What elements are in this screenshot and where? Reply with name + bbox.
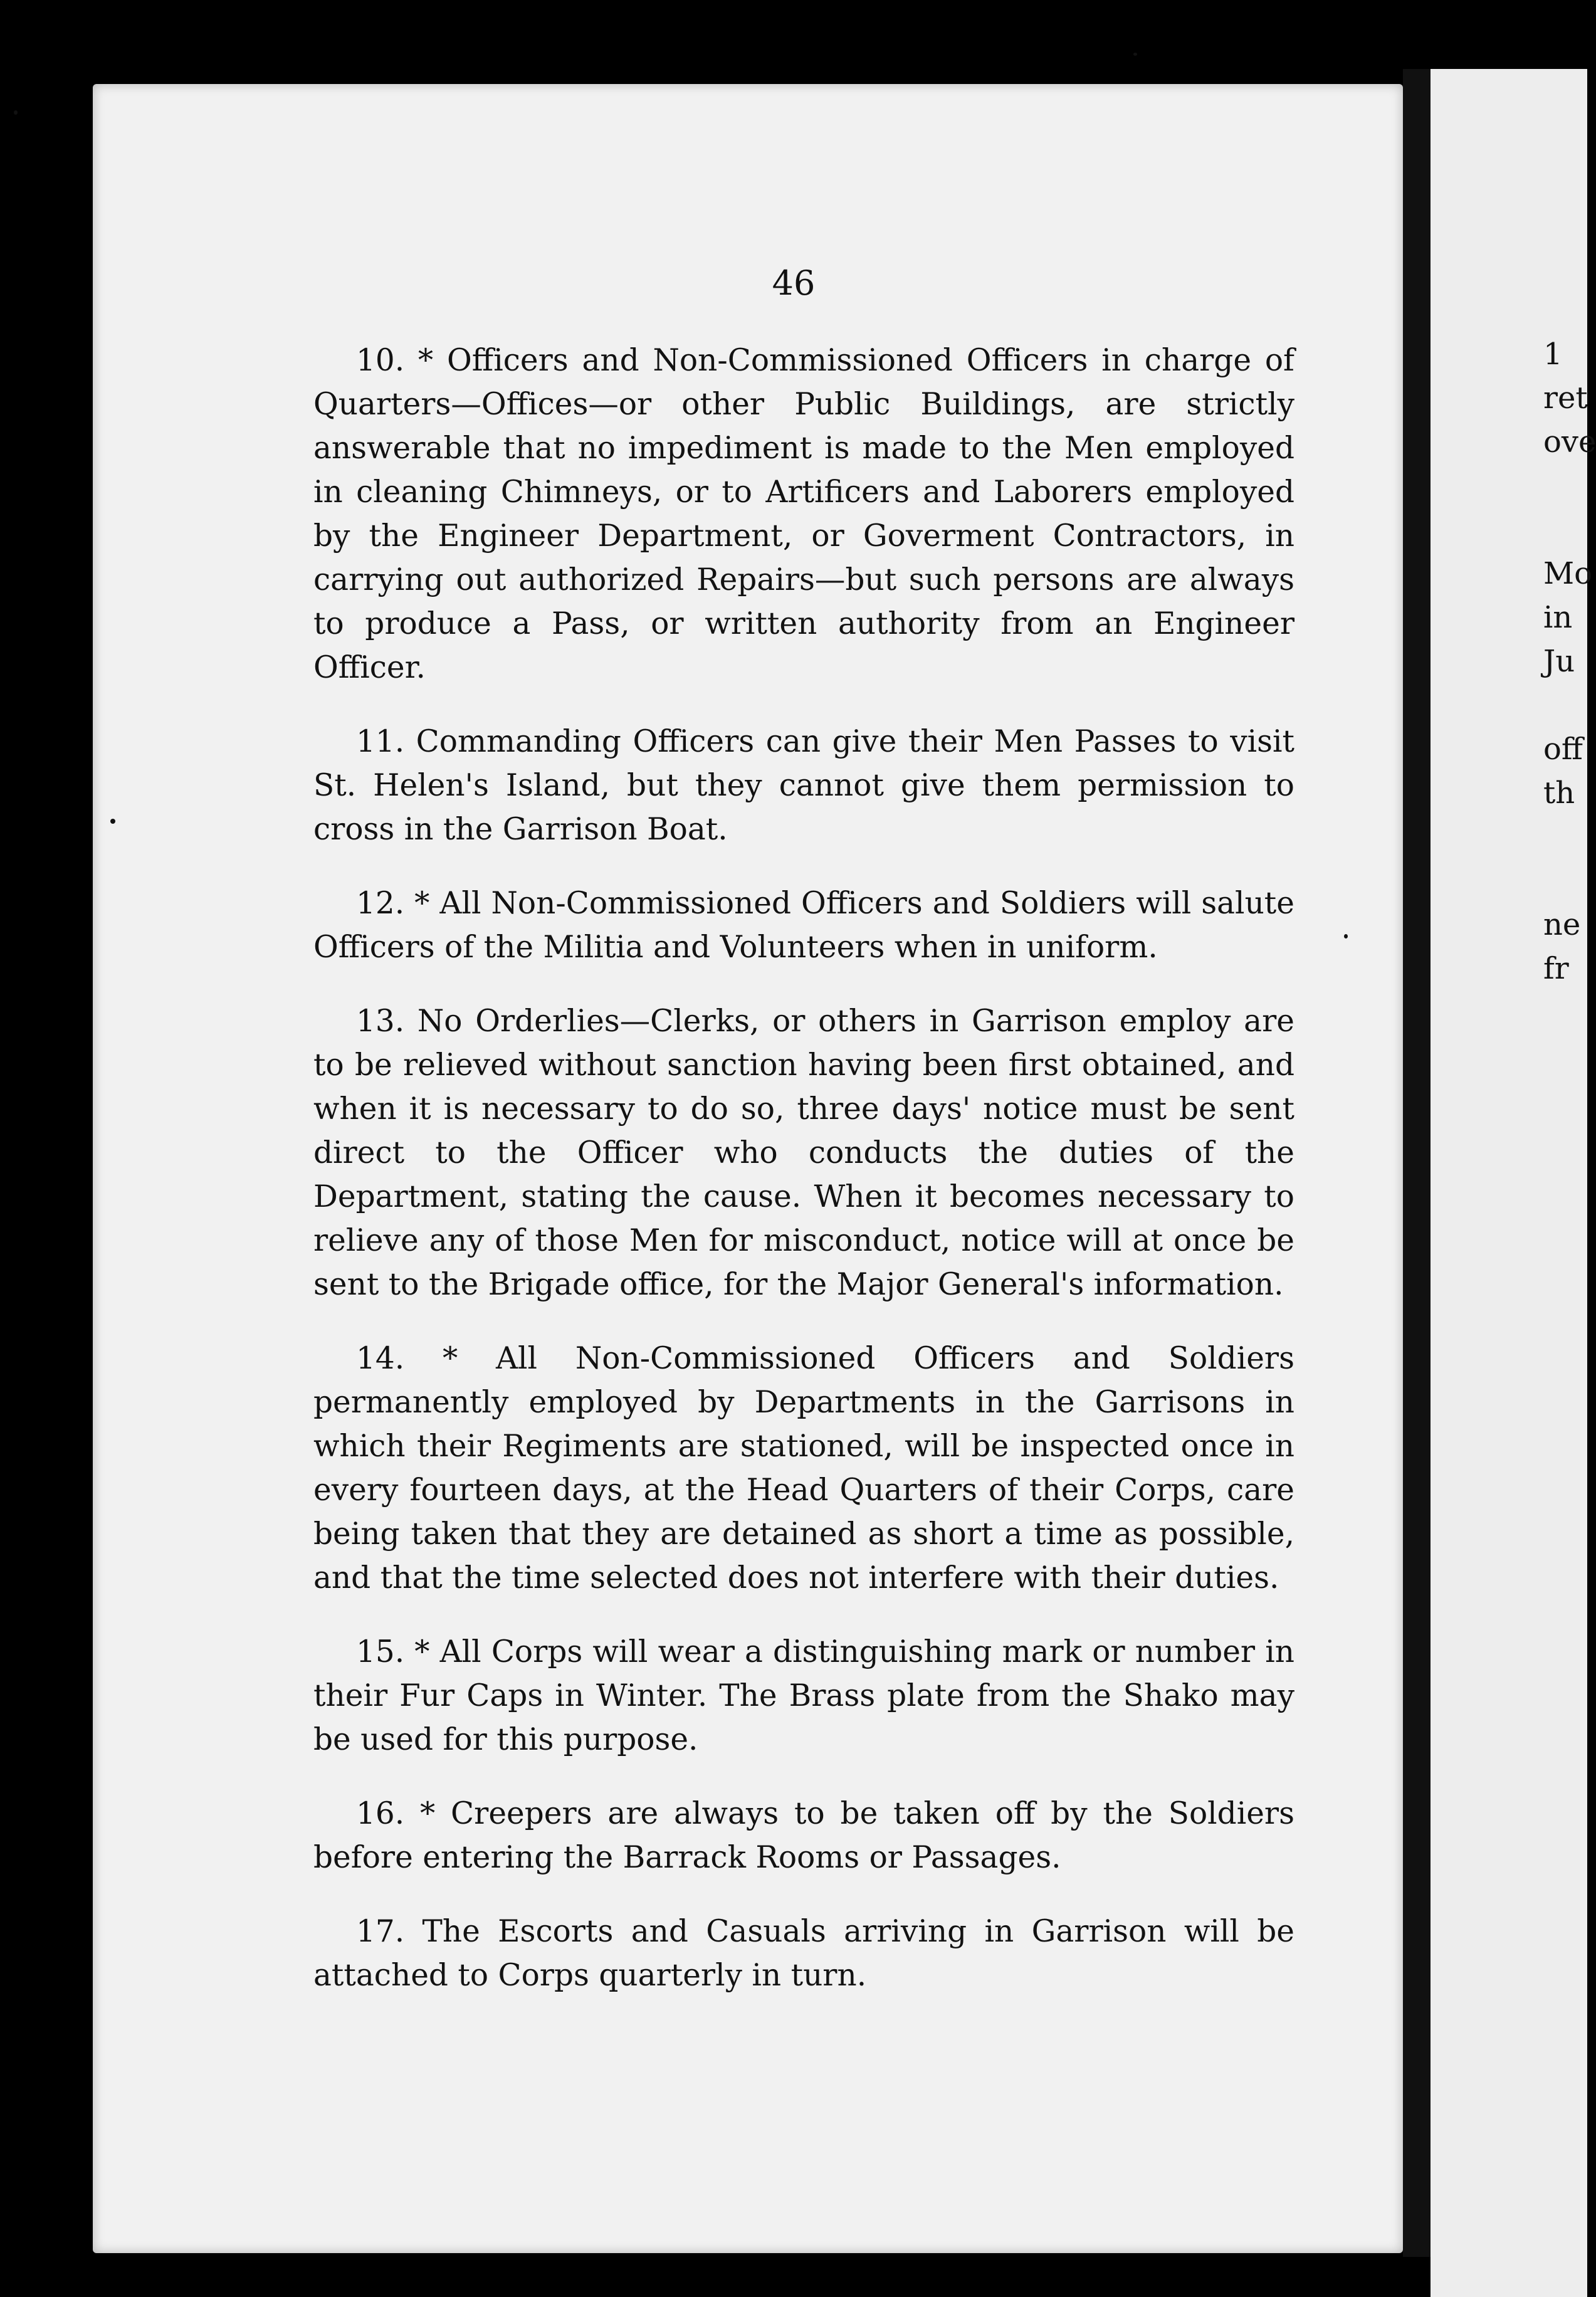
facing-text-fragment: th	[1543, 775, 1575, 811]
dust-speck	[1344, 934, 1348, 938]
facing-text-fragment: Ju	[1543, 644, 1575, 679]
facing-text-gap	[1543, 464, 1587, 508]
body-text	[313, 339, 1294, 2027]
paragraph-12: 12. * All Non-Commissioned Officers and Soldiers will salute Officers of the Militia and Volunteers when in uniform.	[313, 886, 1294, 965]
facing-page-text	[1543, 332, 1596, 991]
facing-text-gap	[1543, 859, 1587, 903]
dust-speck	[14, 110, 18, 115]
facing-text-fragment: fr	[1543, 951, 1569, 986]
paragraph-16: 16. * Creepers are always to be taken off by the Soldiers before entering the Barrack Rooms or Passages.	[313, 1796, 1294, 1875]
page-number: 46	[772, 263, 816, 303]
facing-text-gap	[1543, 683, 1587, 727]
facing-text-fragment: 1	[1543, 337, 1563, 372]
facing-text-fragment: in	[1543, 600, 1573, 635]
facing-text-gap	[1543, 508, 1587, 552]
paragraph-17: 17. The Escorts and Casuals arriving in Garrison will be attached to Corps quarterly in turn.	[313, 1914, 1294, 1993]
paragraph-11: 11. Commanding Officers can give their Men Passes to visit St. Helen's Island, but they cannot give them permission to cross in the Garrison Boat.	[313, 724, 1294, 847]
paragraph-14: 14. * All Non-Commissioned Officers and Soldiers permanently employed by Departments in the Garrisons in which their Regiments are stationed, will be inspected once in every fourteen days, at the Head Quarters of their Corps, care being taken that they are detained as short a time as possible, and that the time selected does not interfere with their duties.	[313, 1341, 1294, 1595]
paragraph-15: 15. * All Corps will wear a distinguishing mark or number in their Fur Caps in Winter. The Brass plate from the Shako may be used for this purpose.	[313, 1634, 1294, 1757]
facing-text-fragment: Mo	[1543, 556, 1593, 591]
paragraph-10: 10. * Officers and Non-Commissioned Officers in charge of Quarters—Offices—or other Public Buildings, are strictly answerable that no impediment is made to the Men employed in cleaning Chimneys, or to Artificers and Laborers employed by the Engineer Department, or Goverment Contractors, in carrying out authorized Repairs—but such persons are always to produce a Pass, or written authority from an Engineer Officer.	[313, 343, 1294, 685]
facing-text-fragment: ne	[1543, 907, 1581, 942]
dust-speck	[110, 819, 115, 824]
paragraph-13: 13. No Orderlies—Clerks, or others in Garrison employ are to be relieved without sanction having been first obtained, and when it is necessary to do so, three days' notice must be sent direct to the Officer who conducts the duties of the Department, stating the cause. When it becomes necessary to relieve any of those Men for misconduct, notice will at once be sent to the Brigade office, for the Major General's information.	[313, 1004, 1294, 1302]
facing-text-gap	[1543, 815, 1587, 859]
dust-speck	[1133, 53, 1137, 56]
book-gutter	[1403, 69, 1431, 2257]
facing-text-fragment: ove	[1543, 424, 1596, 460]
facing-text-fragment: ret	[1543, 381, 1588, 416]
facing-text-fragment: off	[1543, 732, 1583, 767]
